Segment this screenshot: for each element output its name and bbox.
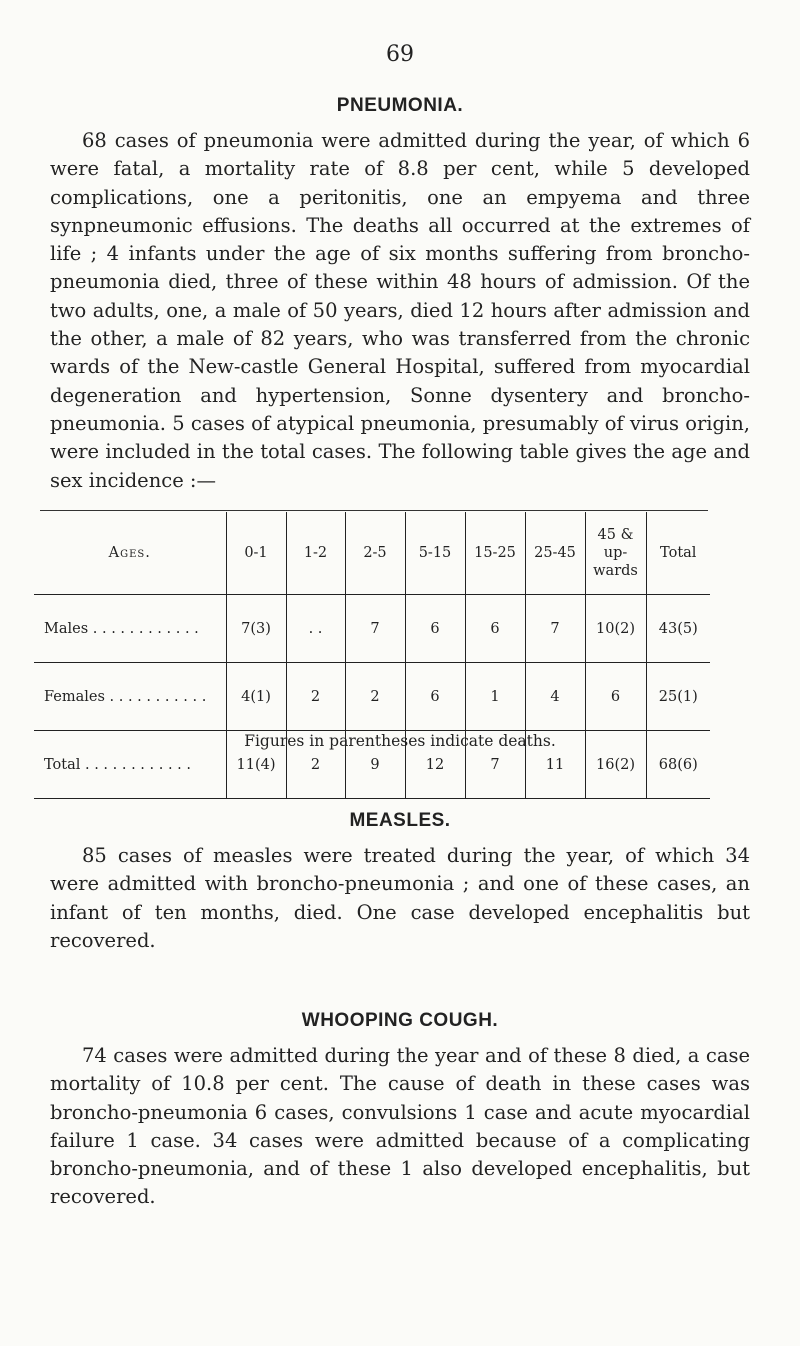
table-cell: 7 [345, 595, 405, 663]
table-cell: 12 [405, 731, 465, 799]
table-cell: 4(1) [226, 663, 286, 731]
whooping-cough-paragraph [50, 1042, 750, 1212]
header-total: Total [646, 512, 710, 595]
header-45-upwards: 45 & up-wards [585, 512, 646, 595]
table-cell: 2 [286, 663, 345, 731]
row-label: Total . . . . . . . . . . . . [34, 731, 226, 799]
table-cell: 68(6) [646, 731, 710, 799]
table-cell: 6 [405, 595, 465, 663]
header-0-1: 0-1 [226, 512, 286, 595]
header-15-25: 15-25 [465, 512, 525, 595]
table-cell: 43(5) [646, 595, 710, 663]
header-25-45: 25-45 [525, 512, 585, 595]
table-cell: 2 [345, 663, 405, 731]
table-cell: 6 [465, 595, 525, 663]
row-label: Males . . . . . . . . . . . . [34, 595, 226, 663]
row-label: Females . . . . . . . . . . . [34, 663, 226, 731]
header-1-2: 1-2 [286, 512, 345, 595]
table-cell: 6 [405, 663, 465, 731]
whooping-cough-heading: WHOOPING COUGH. [301, 1010, 499, 1031]
table-cell: 11(4) [226, 731, 286, 799]
table-cell: 6 [585, 663, 646, 731]
table-header-row [34, 512, 710, 595]
pneumonia-paragraph [50, 127, 750, 495]
table-cell: . . [286, 595, 345, 663]
table-cell: 7 [525, 595, 585, 663]
whooping-cough-paragraph-text: 74 cases were admitted during the year and of these 8 died, a case mortality of 10.8 per cent. The cause of death in these cases was broncho-pneumonia 6 cases, convulsions 1 case and acute myocardial failure 1 case. 34 cases were admitted because of a complicating broncho-pneumonia, and of these 1 also developed encephalitis, but recovered. [50, 1044, 750, 1209]
table-cell: 9 [345, 731, 405, 799]
age-sex-incidence-table [34, 512, 710, 799]
header-2-5: 2-5 [345, 512, 405, 595]
table-cell: 25(1) [646, 663, 710, 731]
header-5-15: 5-15 [405, 512, 465, 595]
header-ages: Ages. [34, 512, 226, 595]
page-number: 69 [386, 42, 414, 67]
table-cell: 2 [286, 731, 345, 799]
table-cell: 10(2) [585, 595, 646, 663]
table-cell: 7(3) [226, 595, 286, 663]
table-cell: 16(2) [585, 731, 646, 799]
table-cell: 4 [525, 663, 585, 731]
table-row-males [34, 595, 710, 663]
pneumonia-heading: PNEUMONIA. [336, 95, 464, 116]
table-note: Figures in parentheses indicate deaths. [244, 732, 556, 750]
measles-heading: MEASLES. [349, 810, 451, 831]
measles-paragraph-text: 85 cases of measles were treated during the year, of which 34 were admitted with broncho-pneumonia ; and one of these cases, an infant of ten months, died. One case developed encephalitis but recovered. [50, 844, 750, 952]
measles-paragraph [50, 842, 750, 955]
pneumonia-paragraph-text: 68 cases of pneumonia were admitted during the year, of which 6 were fatal, a mortality rate of 8.8 per cent, while 5 developed complications, one a peritonitis, one an empyema and three synpneumonic effusions. The deaths all occurred at the extremes of life ; 4 infants under the age of six months suffering from broncho-pneumonia died, three of these within 48 hours of admission. Of the two adults, one, a male of 50 years, died 12 hours after admission and the other, a male of 82 years, who was transferred from the chronic wards of the New-castle General Hospital, suffered from myocardial degeneration and hypertension, Sonne dysentery and broncho-pneumonia. 5 cases of atypical pneumonia, presumably of virus origin, were included in the total cases. The following table gives the age and sex incidence :— [50, 129, 750, 492]
table-top-rule [40, 510, 708, 511]
table-row-females [34, 663, 710, 731]
table-cell: 11 [525, 731, 585, 799]
table-cell: 1 [465, 663, 525, 731]
table-cell: 7 [465, 731, 525, 799]
